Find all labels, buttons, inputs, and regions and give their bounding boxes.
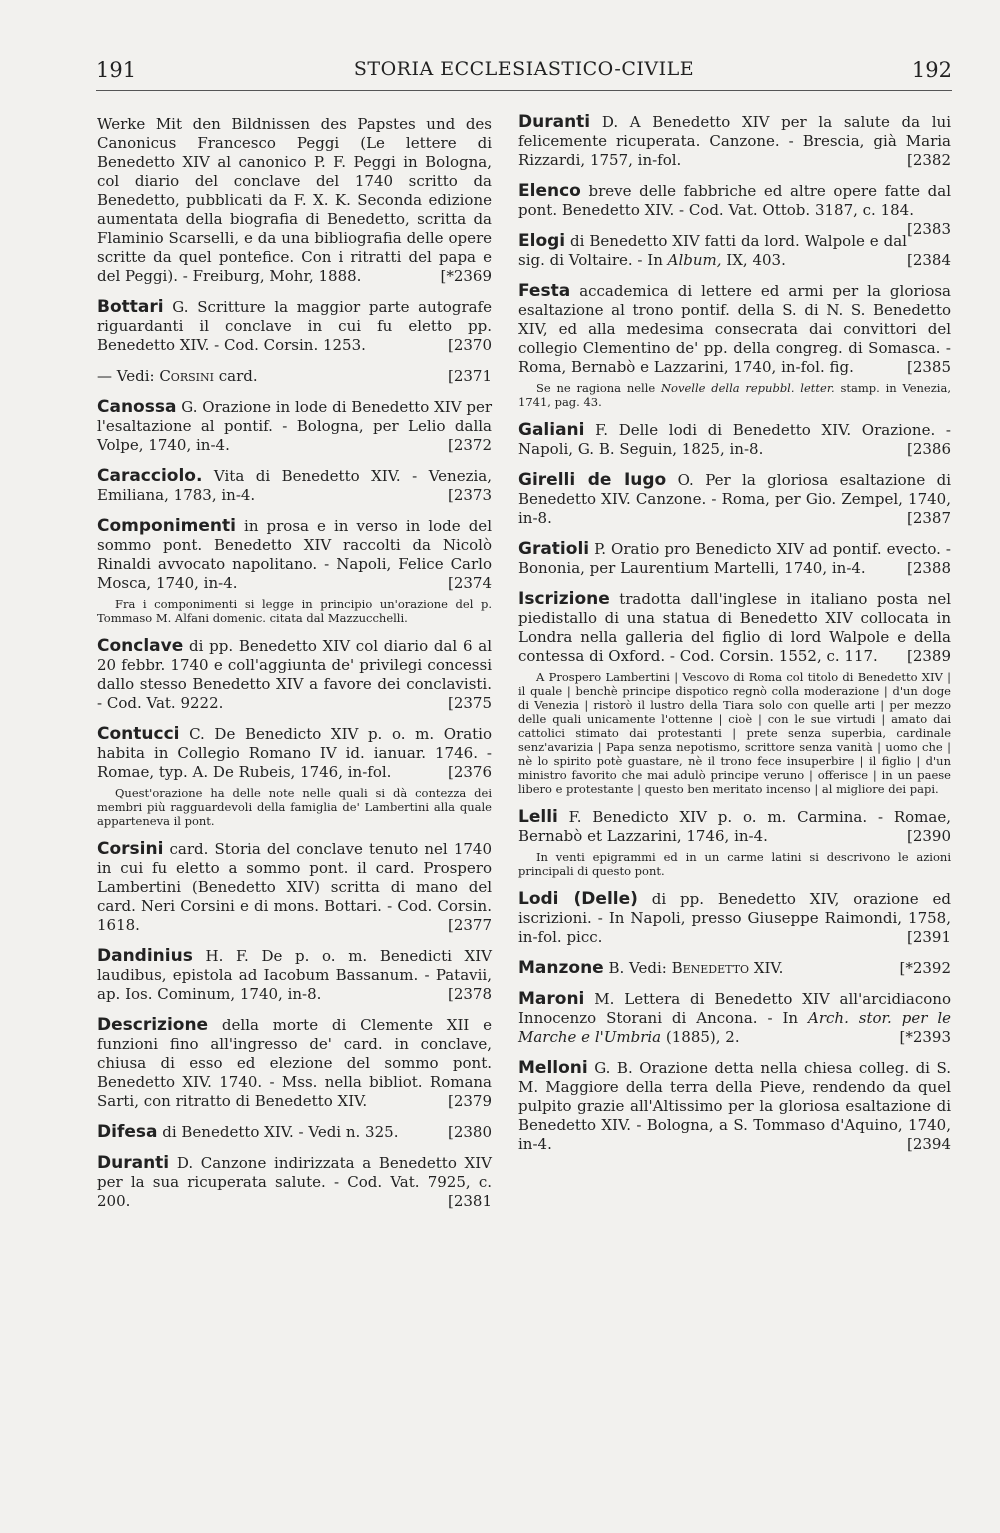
entry-note: Quest'orazione ha delle note nelle quali si dà contezza dei membri più ragguardevoli della famiglia de' Lambertini alla quale apparteneva il pont. xyxy=(97,786,492,828)
entry-number: [2377 xyxy=(447,916,492,934)
entry-heading: Componimenti xyxy=(97,516,236,536)
bibliography-entry: Manzone B. Vedi: Benedetto XIV. [*2392 xyxy=(518,958,951,978)
entry-heading: Canossa xyxy=(97,397,177,417)
entry-number: [2387 xyxy=(906,509,951,527)
continued-entry: Werke Mit den Bildnissen des Papstes und des Canonicus Francesco Peggi (Le lettere di Benedetto XIV al canonico P. F. Peggi in Bologna, col diario del conclave del 1740 scritto da Benedetto, pubblicati da F. X. K. Seconda edizione aumentata della biografia di Benedetto, scritta da Flaminio Scarselli, e da una bibliografia delle opere scritte da quel pontefice. Con i ritratti del papa e del Peggi). - Freiburg, Mohr, 1888. [*2369 xyxy=(97,115,492,285)
bibliography-entry: Bottari G. Scritture la maggior parte autografe riguardanti il conclave in cui fu eletto pp. Benedetto XIV. - Cod. Corsin. 1253. [2370 xyxy=(97,297,492,354)
page-number-left: 191 xyxy=(96,58,137,82)
entry-heading: Dandinius xyxy=(97,946,193,966)
entry-number: [2375 xyxy=(447,694,492,712)
entry-heading: Melloni xyxy=(518,1058,588,1078)
entry-number: [2370 xyxy=(447,336,492,354)
bibliography-entry: Descrizione della morte di Clemente XII e funzioni fino all'ingresso de' card. in conclave, chiusa di esso ed elezione del sommo pont. Benedetto XIV. 1740. - Mss. nella bibliot. Romana Sarti, con ritratto di Benedetto XIV. [2379 xyxy=(97,1015,492,1110)
entry-heading: Bottari xyxy=(97,297,164,317)
left-column xyxy=(97,115,492,1223)
cross-reference: — Vedi: Corsini card. [2371 xyxy=(97,367,492,385)
header-rule xyxy=(96,90,952,91)
entry-number: [2394 xyxy=(906,1135,951,1153)
entry-number: [2378 xyxy=(447,985,492,1003)
entry-number: [*2369 xyxy=(440,267,492,285)
bibliography-entry: Girelli de Iugo O. Per la gloriosa esaltazione di Benedetto XIV. Canzone. - Roma, per Gio. Zempel, 1740, in-8. [2387 xyxy=(518,470,951,527)
bibliography-entry: Gratioli P. Oratio pro Benedicto XIV ad pontif. evecto. - Bononia, per Laurentium Martelli, 1740, in-4. [2388 xyxy=(518,539,951,577)
bibliography-entry: Difesa di Benedetto XIV. - Vedi n. 325. [2380 xyxy=(97,1122,492,1142)
entry-heading: Duranti xyxy=(97,1153,170,1173)
entry-number: [2383 xyxy=(906,220,951,238)
bibliography-entry: Festa accademica di lettere ed armi per la gloriosa esaltazione al trono pontif. della S. di N. S. Benedetto XIV, ed alla medesima consecrata dai convittori del collegio Clementino de' pp. della congreg. di Somasca. - Roma, Bernabò e Lazzarini, 1740, in-fol. fig. [2385 xyxy=(518,281,951,376)
entry-number: [2382 xyxy=(906,151,951,169)
entry-number: [2386 xyxy=(906,440,951,458)
entry-heading: Festa xyxy=(518,281,571,301)
bibliography-entry: Iscrizione tradotta dall'inglese in italiano posta nel piedistallo di una statua di Benedetto XIV collocata in Londra nella galleria del figlio di lord Walpole e della contessa di Oxford. - Cod. Corsin. 1552, c. 117. [2389 xyxy=(518,589,951,665)
page-number-right: 192 xyxy=(911,58,952,82)
bibliography-entry: Maroni M. Lettera di Benedetto XIV all'arcidiacono Innocenzo Storani di Ancona. - In Arch. stor. per le Marche e l'Umbria (1885), 2. [*2393 xyxy=(518,989,951,1046)
bibliography-entry: Elenco breve delle fabbriche ed altre opere fatte dal pont. Benedetto XIV. - Cod. Vat. Ottob. 3187, c. 184. [2383 xyxy=(518,181,951,238)
bibliography-entry: Melloni G. B. Orazione detta nella chiesa colleg. di S. M. Maggiore della terra della Pieve, rendendo da quel pulpito grazie all'Altissimo per la gloriosa esaltazione di Benedetto XIV. - Bologna, a S. Tommaso d'Aquino, 1740, in-4. [2394 xyxy=(518,1058,951,1153)
bibliography-entry: Contucci C. De Benedicto XIV p. o. m. Oratio habita in Collegio Romano IV id. ianuar. 1746. - Romae, typ. A. De Rubeis, 1746, in-fol. [2376 xyxy=(97,724,492,781)
entry-heading: Iscrizione xyxy=(518,589,610,609)
bibliography-entry: Duranti D. Canzone indirizzata a Benedetto XIV per la sua ricuperata salute. - Cod. Vat. 7925, c. 200. [2381 xyxy=(97,1153,492,1210)
page-header xyxy=(96,58,952,88)
entry-heading: Corsini xyxy=(97,839,164,859)
entry-number: [2390 xyxy=(906,827,951,845)
entry-note: Se ne ragiona nelle Novelle della repubbl. letter. stamp. in Venezia, 1741, pag. 43. xyxy=(518,381,951,409)
entry-heading: Difesa xyxy=(97,1122,158,1142)
bibliography-entry: Elogi di Benedetto XIV fatti da lord. Walpole e dal sig. di Voltaire. - In Album, IX, 403. [2384 xyxy=(518,231,951,269)
bibliography-entry: Lodi (Delle) di pp. Benedetto XIV, orazione ed iscrizioni. - In Napoli, presso Giuseppe Raimondi, 1758, in-fol. picc. [2391 xyxy=(518,889,951,946)
entry-note: A Prospero Lambertini | Vescovo di Roma col titolo di Benedetto XIV | il quale | benchè principe dispotico regnò colla moderazione | d'un doge di Venezia | ristorò il lustro della Tiara solo con quelle arti | per mezzo delle quali unicamente l'ottenne | cioè | con le sue virtudi | amato dai cattolici stimato dai protestanti | prete senza superbia, cardinale senz'avarizia | Papa senza nepotismo, scrittore senza vanità | uomo che | nè lo spirito potè guastare, nè il trono fece insuperbire | il figlio | d'un ministro favorito che mai adulò principe veruno | offerisce | in un paese libero e protestante | questo ben meritato incenso | al migliore dei papi. xyxy=(518,670,951,796)
entry-number: [*2392 xyxy=(899,959,951,977)
entry-number: [2381 xyxy=(447,1192,492,1210)
entry-heading: Maroni xyxy=(518,989,585,1009)
running-title: STORIA ECCLESIASTICO-CIVILE xyxy=(353,58,695,80)
entry-number: [2376 xyxy=(447,763,492,781)
entry-number: [2385 xyxy=(906,358,951,376)
bibliography-entry: Caracciolo. Vita di Benedetto XIV. - Venezia, Emiliana, 1783, in-4. [2373 xyxy=(97,466,492,504)
entry-number: [2371 xyxy=(447,367,492,385)
entry-heading: Conclave xyxy=(97,636,184,656)
entry-number: [*2393 xyxy=(899,1028,951,1046)
bibliography-entry: Duranti D. A Benedetto XIV per la salute da lui felicemente ricuperata. Canzone. - Brescia, già Maria Rizzardi, 1757, in-fol. [2382 xyxy=(518,112,951,169)
entry-note: Fra i componimenti si legge in principio un'orazione del p. Tommaso M. Alfani domenic. citata dal Mazzucchelli. xyxy=(97,597,492,625)
entry-number: [2374 xyxy=(447,574,492,592)
entry-heading: Contucci xyxy=(97,724,180,744)
bibliography-entry: Galiani F. Delle lodi di Benedetto XIV. Orazione. - Napoli, G. B. Seguin, 1825, in-8. [2386 xyxy=(518,420,951,458)
entry-heading: Manzone xyxy=(518,958,604,978)
entry-heading: Elenco xyxy=(518,181,581,201)
entry-heading: Girelli de Iugo xyxy=(518,470,667,490)
entry-heading: Descrizione xyxy=(97,1015,209,1035)
bibliography-entry: Componimenti in prosa e in verso in lode del sommo pont. Benedetto XIV raccolti da Nicolò Rinaldi avvocato napolitano. - Napoli, Felice Carlo Mosca, 1740, in-4. [2374 xyxy=(97,516,492,592)
right-column xyxy=(518,113,951,1166)
bibliography-entry: Canossa G. Orazione in lode di Benedetto XIV per l'esaltazione al pontif. - Bologna, per Lelio dalla Volpe, 1740, in-4. [2372 xyxy=(97,397,492,454)
entry-heading: Galiani xyxy=(518,420,585,440)
bibliography-entry: Dandinius H. F. De p. o. m. Benedicti XIV laudibus, epistola ad Iacobum Bassanum. - Patavii, ap. Ios. Cominum, 1740, in-8. [2378 xyxy=(97,946,492,1003)
entry-heading: Lelli xyxy=(518,807,558,827)
entry-number: [2388 xyxy=(906,559,951,577)
entry-heading: Duranti xyxy=(518,112,591,132)
bibliography-entry: Conclave di pp. Benedetto XIV col diario dal 6 al 20 febbr. 1740 e coll'aggiunta de' privilegi concessi dallo stesso Benedetto XIV a favore dei conclavisti. - Cod. Vat. 9222. [2375 xyxy=(97,636,492,712)
entry-note: In venti epigrammi ed in un carme latini si descrivono le azioni principali di questo pont. xyxy=(518,850,951,878)
entry-number: [2373 xyxy=(447,486,492,504)
entry-number: [2379 xyxy=(447,1092,492,1110)
entry-heading: Elogi xyxy=(518,231,566,251)
entry-heading: Caracciolo. xyxy=(97,466,203,486)
entry-number: [2384 xyxy=(906,251,951,269)
entry-number: [2372 xyxy=(447,436,492,454)
entry-heading: Lodi (Delle) xyxy=(518,889,638,909)
bibliography-entry: Corsini card. Storia del conclave tenuto nel 1740 in cui fu eletto a sommo pont. il card. Prospero Lambertini (Benedetto XIV) scritta di mano del card. Neri Corsini e di mons. Bottari. - Cod. Corsin. 1618. [2377 xyxy=(97,839,492,934)
entry-number: [2389 xyxy=(906,647,951,665)
entry-number: [2380 xyxy=(447,1123,492,1141)
entry-number: [2391 xyxy=(906,928,951,946)
entry-heading: Gratioli xyxy=(518,539,590,559)
bibliography-entry: Lelli F. Benedicto XIV p. o. m. Carmina. - Romae, Bernabò et Lazzarini, 1746, in-4. [2390 xyxy=(518,807,951,845)
